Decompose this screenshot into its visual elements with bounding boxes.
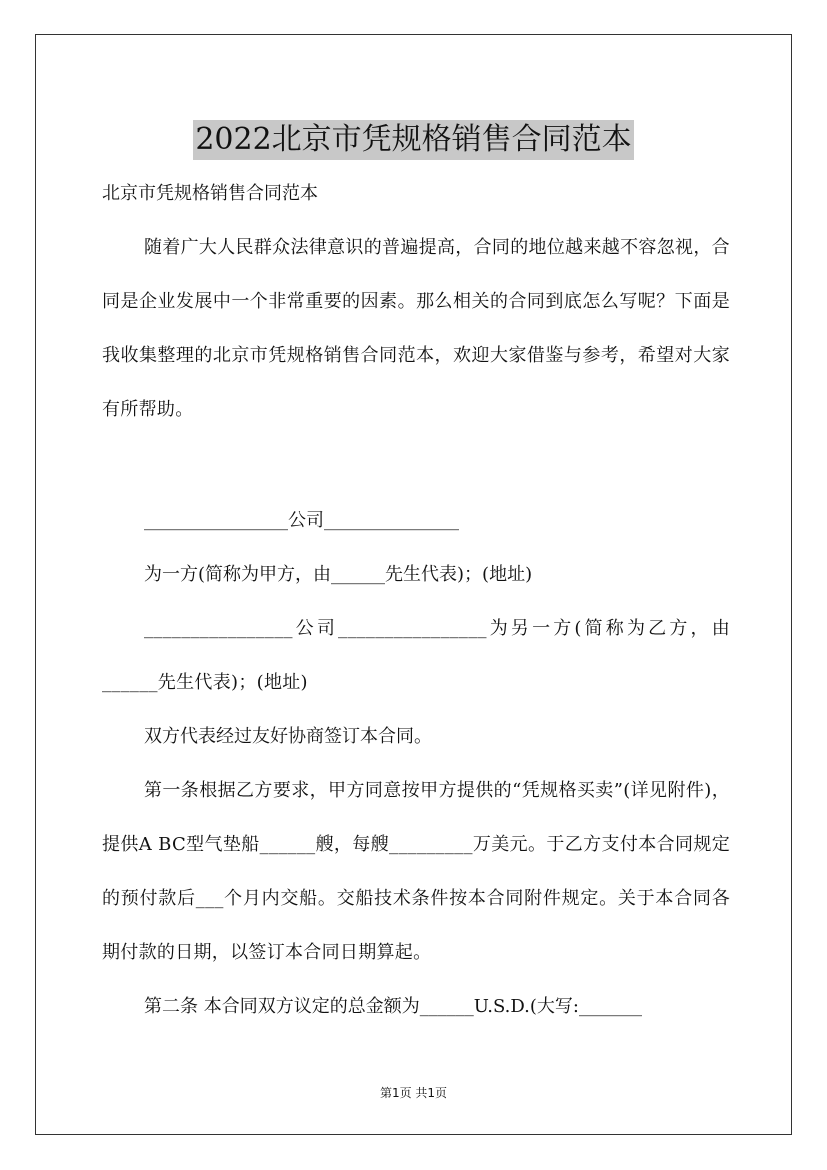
agreement-line: 双方代表经过友好协商签订本合同。: [144, 726, 432, 747]
party-b-paragraph: ________________公司________________为另一方(简称为乙方，由______先生代表)；(地址): [102, 618, 730, 693]
page-footer: 第1页 共1页: [379, 1086, 448, 1100]
document-title: 2022北京市凭规格销售合同范本: [193, 120, 633, 160]
intro-paragraph: 随着广大人民群众法律意识的普遍提高，合同的地位越来越不容忽视，合同是企业发展中一个非常重要的因素。那么相关的合同到底怎么写呢？下面是我收集整理的北京市凭规格销售合同范本，欢迎大家借鉴与参考，希望对大家有所帮助。: [102, 237, 730, 420]
document-subtitle: 北京市凭规格销售合同范本: [102, 183, 318, 204]
party-a-description: 为一方(简称为甲方，由______先生代表)；(地址): [144, 564, 533, 585]
party-a-company-line: ________________公司_______________: [144, 510, 459, 531]
article-1-paragraph: 第一条根据乙方要求，甲方同意按甲方提供的“凭规格买卖”(详见附件)，提供A BC型气垫船______艘，每艘_________万美元。于乙方支付本合同规定的预付款后___个月内交船。交船技术条件按本合同附件规定。关于本合同各期付款的日期，以签订本合同日期算起。: [102, 780, 730, 963]
article-2-paragraph: 第二条 本合同双方议定的总金额为______U.S.D.(大写:_______: [144, 996, 642, 1017]
